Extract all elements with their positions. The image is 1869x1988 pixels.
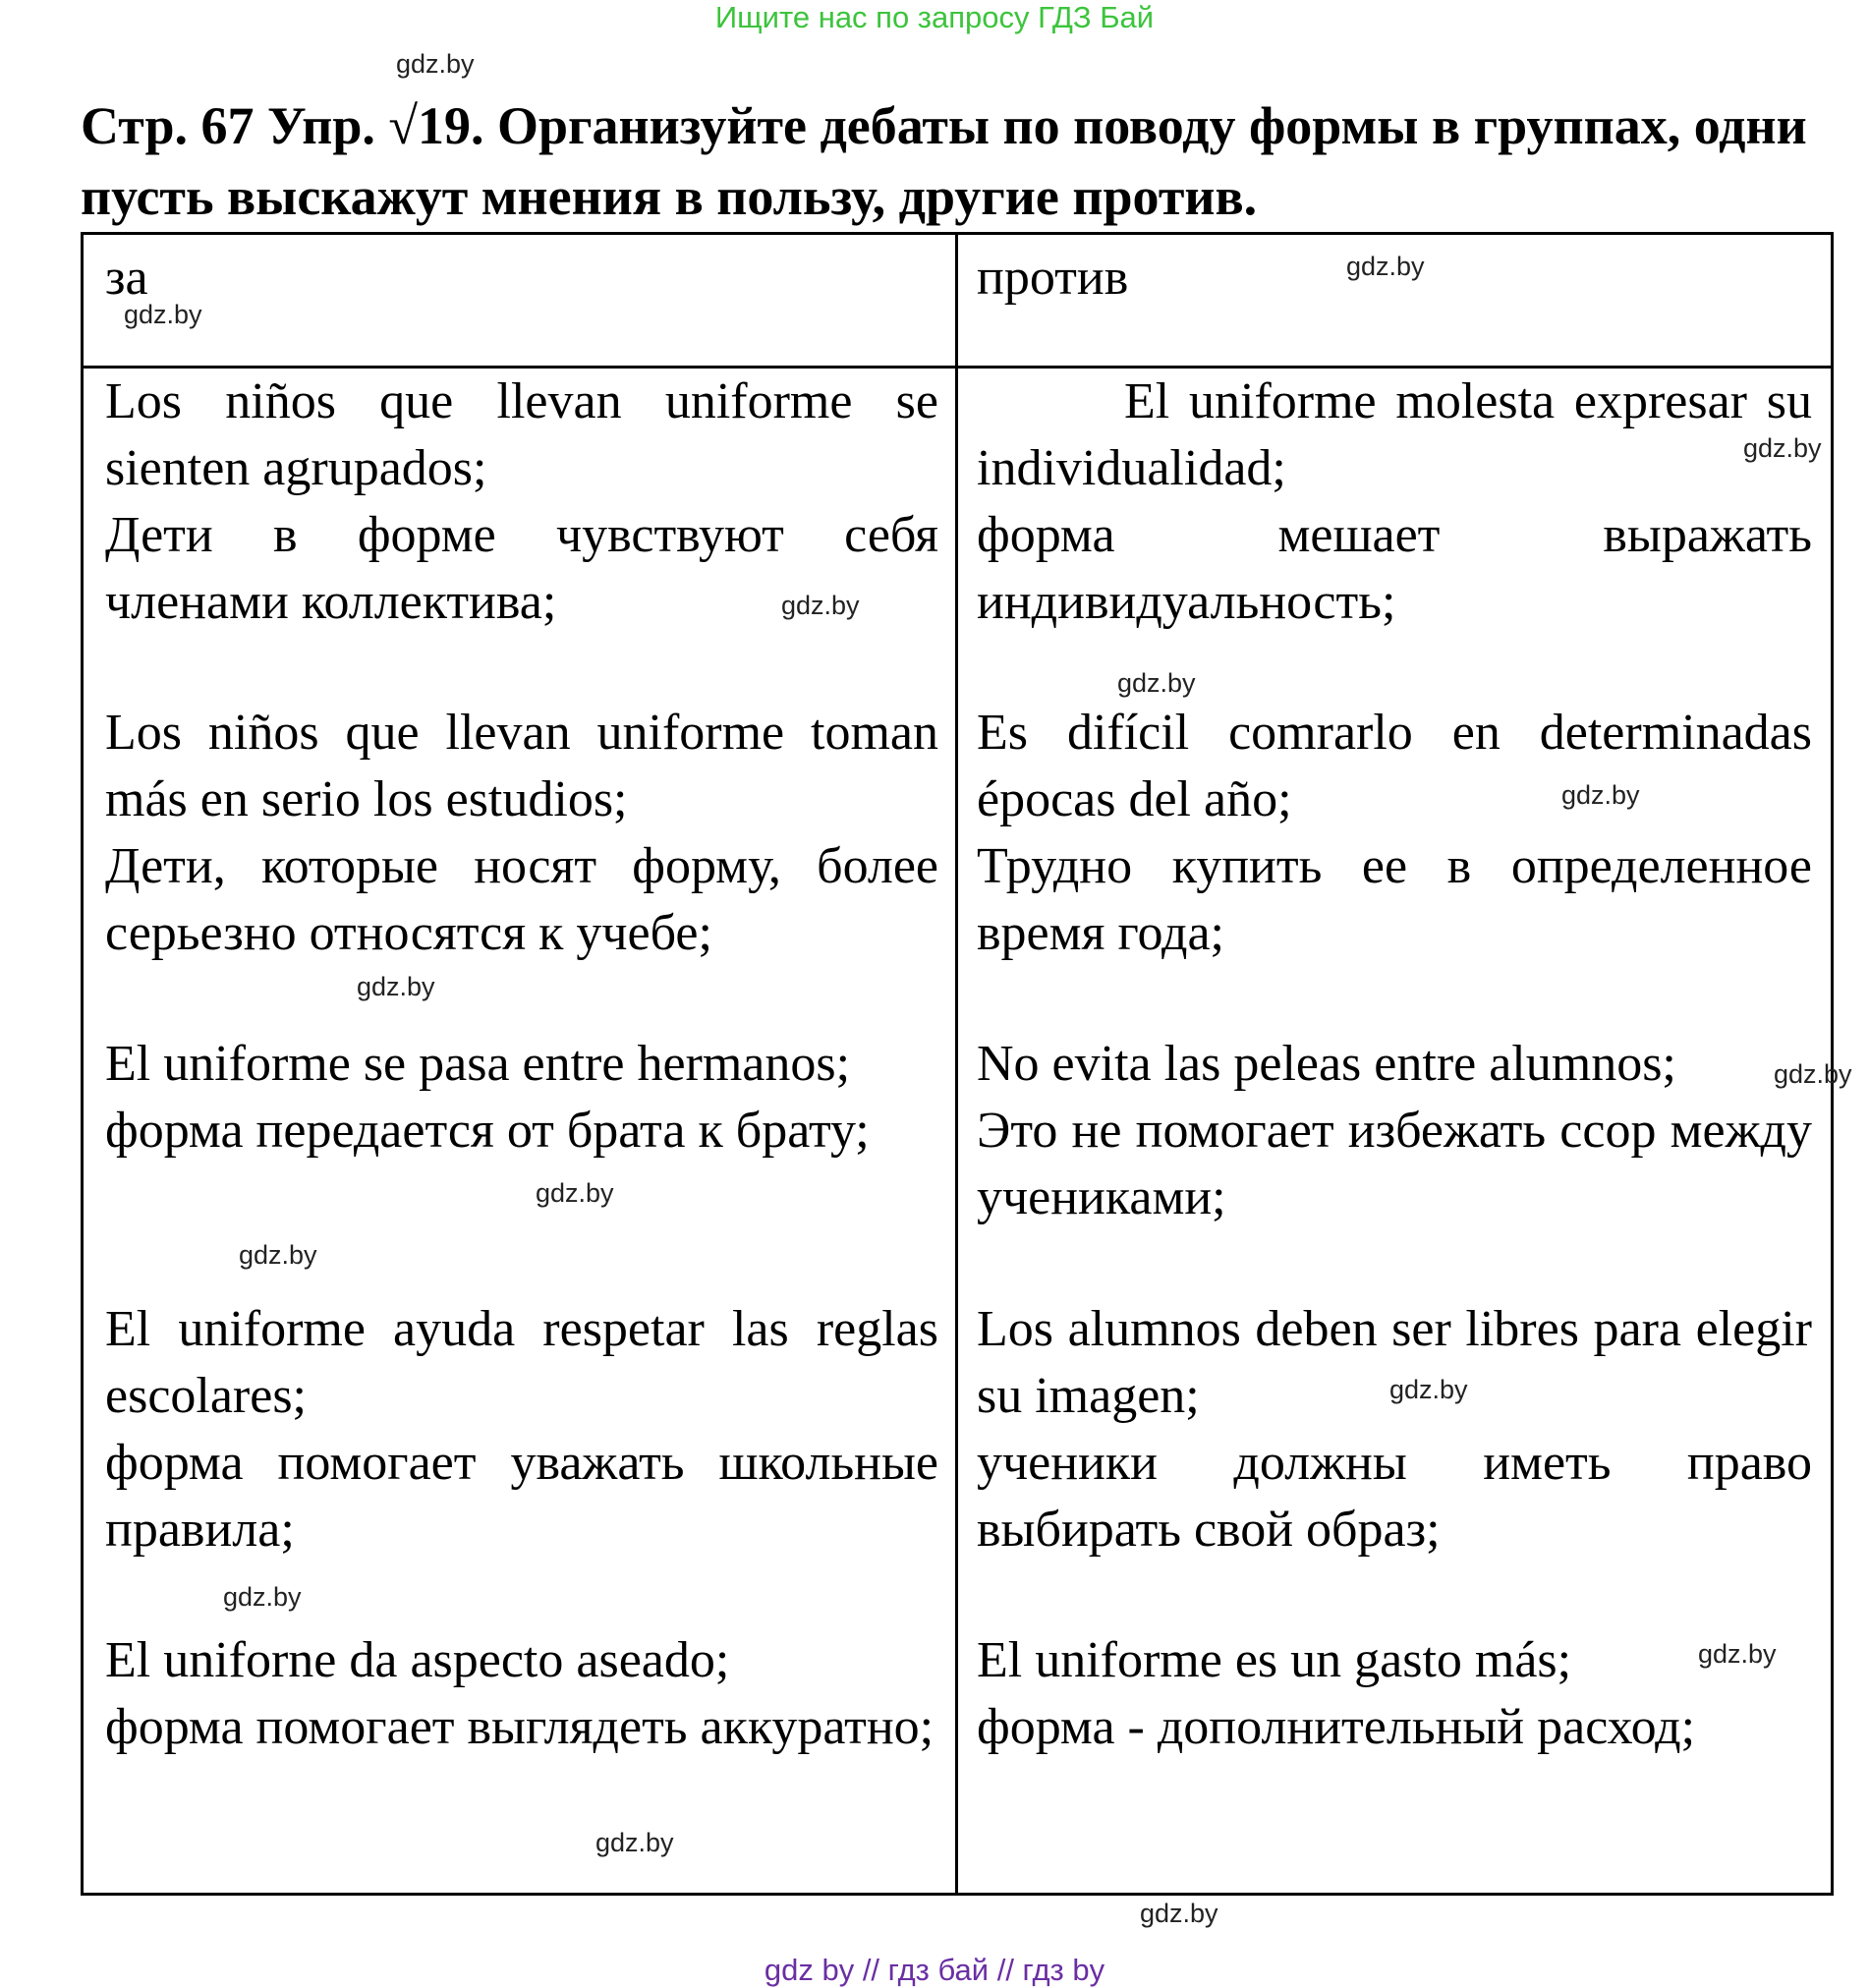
argument-against-ru: форма - дополнительный расход; xyxy=(977,1699,1696,1755)
argument-against-ru: Трудно купить ее в определенное время года; xyxy=(977,838,1812,961)
watermark: gdz.by xyxy=(1743,433,1822,463)
argument-for-es: Los niños que llevan uniforme toman más en serio los estudios; xyxy=(105,705,938,827)
argument-against-ru: ученики должны иметь право выбирать свой образ; xyxy=(977,1435,1812,1558)
watermark: gdz.by xyxy=(1774,1059,1852,1089)
table-column-divider xyxy=(955,235,958,1893)
watermark: gdz.by xyxy=(1117,668,1196,698)
header-for: за xyxy=(105,250,148,306)
table-row xyxy=(977,700,1812,967)
watermark: gdz.by xyxy=(536,1178,614,1208)
watermark: gdz.by xyxy=(1389,1375,1468,1404)
table-row xyxy=(105,700,938,967)
argument-for-es: El uniforne da aspecto aseado; xyxy=(105,1632,730,1688)
watermark: gdz.by xyxy=(396,49,475,79)
argument-for-ru: форма помогает уважать школьные правила; xyxy=(105,1435,938,1558)
watermark: gdz.by xyxy=(124,300,202,329)
search-banner: Ищите нас по запросу ГДЗ Бай xyxy=(714,0,1155,34)
argument-for-ru: форма передается от брата к брату; xyxy=(105,1103,870,1159)
argument-against-ru: форма мешает выражать индивидуальность; xyxy=(977,507,1812,630)
argument-against-es: El uniforme molesta expresar su individualidad; xyxy=(977,373,1812,496)
watermark: gdz.by xyxy=(1561,780,1640,810)
argument-for-es: El uniforme ayuda respetar las reglas escolares; xyxy=(105,1301,938,1424)
header-against: против xyxy=(977,250,1129,306)
watermark: gdz.by xyxy=(239,1240,317,1270)
argument-for-ru: Дети в форме чувствуют себя членами коллектива; xyxy=(105,507,938,630)
footer-links: gdz by // гдз бай // гдз by xyxy=(764,1953,1105,1987)
table-row xyxy=(977,1031,1812,1231)
watermark: gdz.by xyxy=(357,972,435,1001)
table-row xyxy=(977,369,1812,636)
watermark: gdz.by xyxy=(1140,1899,1218,1928)
watermark: gdz.by xyxy=(1698,1639,1777,1669)
watermark: gdz.by xyxy=(223,1582,302,1612)
argument-for-ru: форма помогает выглядеть аккуратно; xyxy=(105,1699,934,1755)
exercise-title: Стр. 67 Упр. √19. Организуйте дебаты по поводу формы в группах, одни пусть выскажут мнения в пользу, другие против. xyxy=(81,96,1807,226)
table-row xyxy=(977,1627,1812,1761)
table-row xyxy=(105,1296,938,1563)
table-row xyxy=(977,1296,1812,1563)
debate-table xyxy=(81,232,1834,1896)
argument-against-es: Los alumnos deben ser libres para elegir su imagen; xyxy=(977,1301,1812,1424)
argument-against-ru: Это не помогает избежать ссор между учениками; xyxy=(977,1103,1812,1225)
argument-for-ru: Дети, которые носят форму, более серьезно относятся к учебе; xyxy=(105,838,938,961)
argument-for-es: Los niños que llevan uniforme se sienten agrupados; xyxy=(105,373,938,496)
argument-for-es: El uniforme se pasa entre hermanos; xyxy=(105,1036,851,1092)
watermark: gdz.by xyxy=(1346,252,1425,281)
argument-against-es: El uniforme es un gasto más; xyxy=(977,1632,1572,1688)
watermark: gdz.by xyxy=(595,1828,674,1857)
table-row xyxy=(105,1031,938,1164)
watermark: gdz.by xyxy=(781,591,860,620)
table-row xyxy=(105,1627,938,1761)
argument-against-es: Es difícil comrarlo en determinadas épocas del año; xyxy=(977,705,1812,827)
argument-against-es: No evita las peleas entre alumnos; xyxy=(977,1036,1676,1092)
